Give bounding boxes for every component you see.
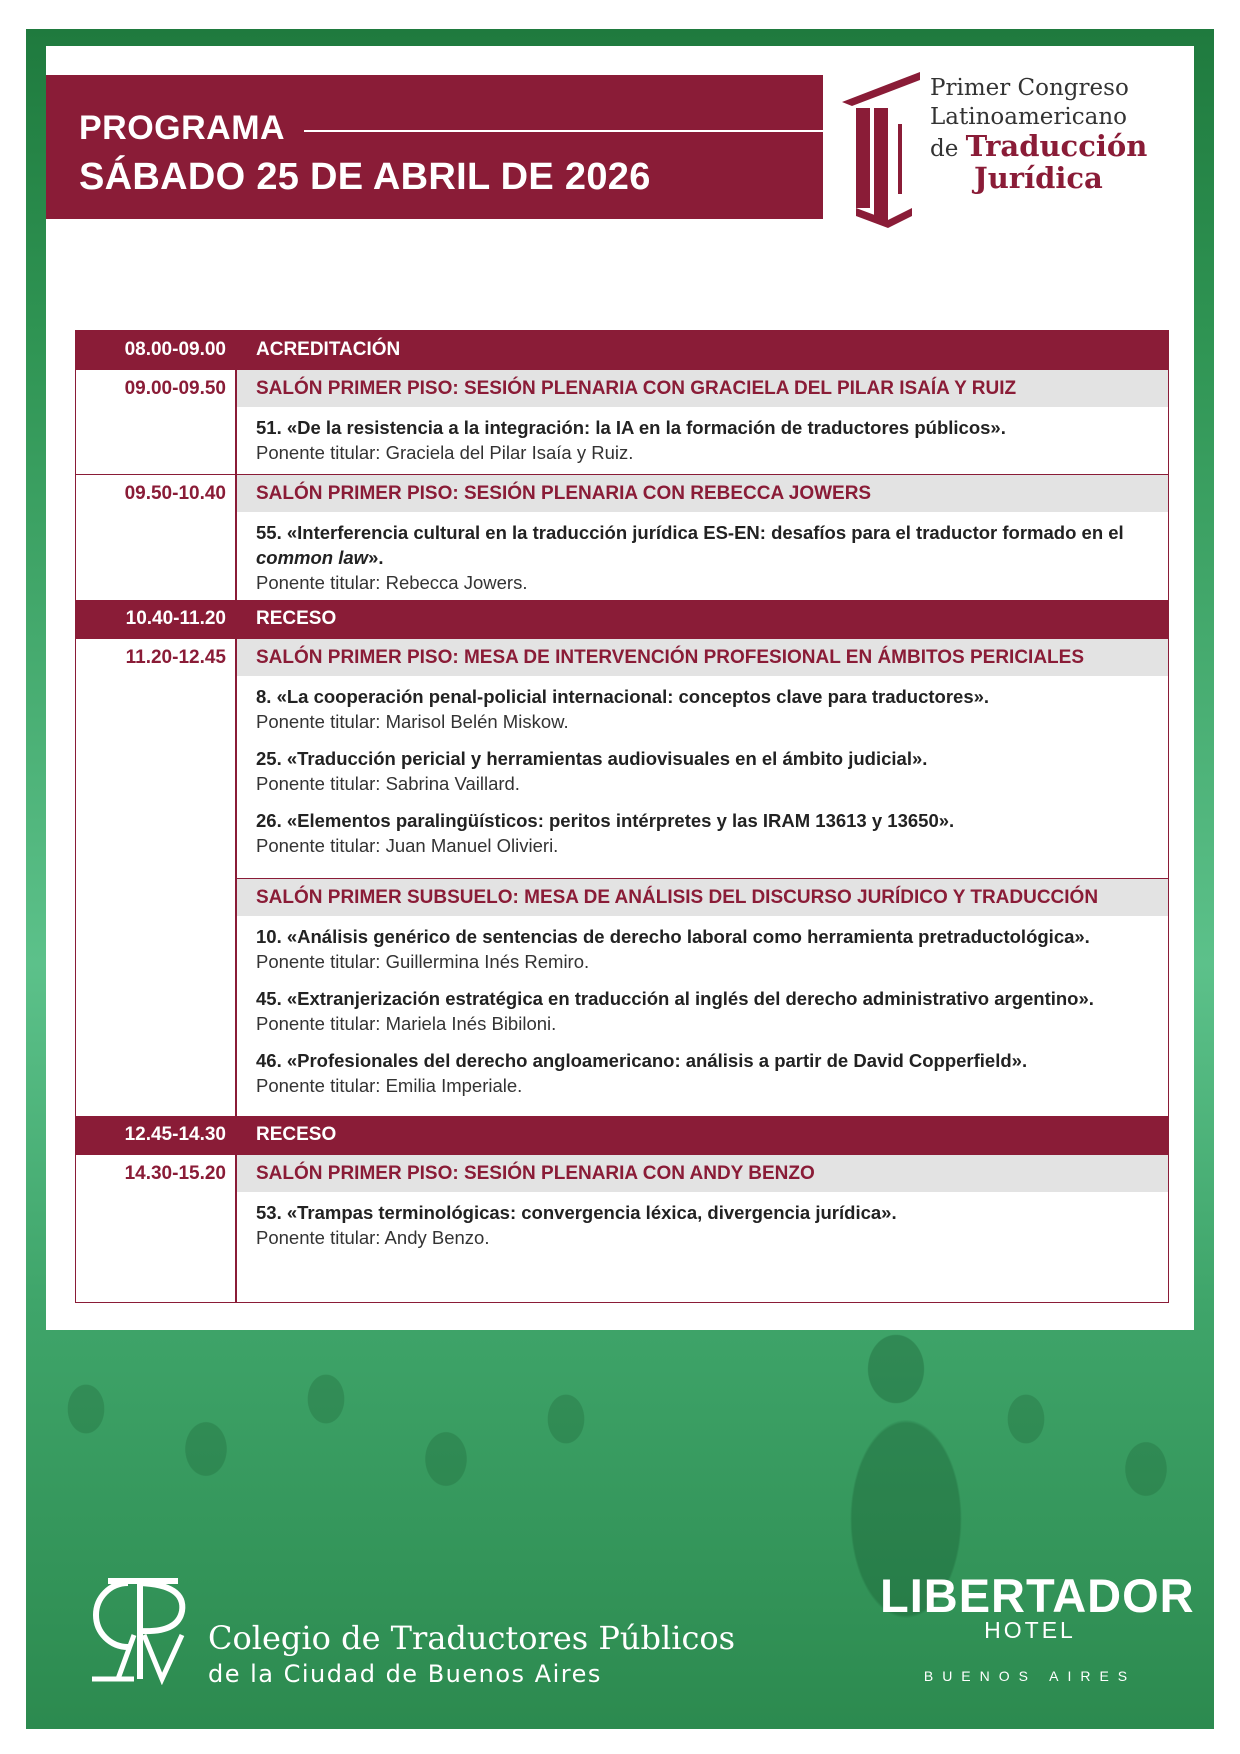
- schedule-row-plenary-benzo: [76, 1154, 1168, 1302]
- schedule-row-plenary-isaia: [76, 369, 1168, 474]
- time-slot: 12.45-14.30: [124, 1124, 226, 1145]
- time-slot: 11.20-12.45: [125, 647, 226, 668]
- talk-item: 26. «Elementos paralingüísticos: peritos intérpretes y las IRAM 13613 y 13650». Ponente titular: Juan Manuel Olivieri.: [256, 810, 955, 856]
- schedule-table: [75, 330, 1169, 1303]
- program-heading: PROGRAMA: [79, 109, 286, 147]
- time-slot: 10.40-11.20: [125, 608, 226, 629]
- schedule-row-accreditation: [76, 331, 1168, 369]
- session-header: SALÓN PRIMER SUBSUELO: MESA DE ANÁLISIS DEL DISCURSO JURÍDICO Y TRADUCCIÓN: [237, 879, 1168, 916]
- session-header: SALÓN PRIMER PISO: SESIÓN PLENARIA CON REBECCA JOWERS: [237, 475, 1168, 512]
- congress-line-3b: Traducción: [965, 129, 1148, 163]
- congress-line-1: Primer Congreso: [930, 75, 1129, 101]
- time-slot: 09.00-09.50: [124, 378, 226, 399]
- talk-item: 8. «La cooperación penal-policial internacional: conceptos clave para traductores». Ponente titular: Marisol Belén Miskow.: [256, 686, 990, 732]
- colegio-city: de la Ciudad de Buenos Aires: [208, 1660, 602, 1688]
- talk-item: 55. «Interferencia cultural en la traducción jurídica ES-EN: desafíos para el traductor formado en el common law». Ponente titular: Rebecca Jowers.: [256, 522, 1124, 593]
- congress-line-4: Jurídica: [974, 161, 1103, 195]
- talk-item: 25. «Traducción pericial y herramientas audiovisuales en el ámbito judicial». Ponente titular: Sabrina Vaillard.: [256, 748, 928, 794]
- program-date: SÁBADO 25 DE ABRIL DE 2026: [79, 156, 651, 198]
- session-header: SALÓN PRIMER PISO: SESIÓN PLENARIA CON ANDY BENZO: [237, 1155, 1168, 1192]
- talk-item: 53. «Trampas terminológicas: convergencia léxica, divergencia jurídica». Ponente titular: Andy Benzo.: [256, 1202, 897, 1248]
- congress-name: [930, 74, 1147, 193]
- congress-column-logo: [842, 72, 932, 232]
- libertador-hotel-logo: [880, 1568, 1195, 1684]
- schedule-row-plenary-jowers: [76, 474, 1168, 600]
- time-slot: 08.00-09.00: [124, 339, 226, 360]
- hotel-name: LIBERTADOR: [880, 1569, 1195, 1622]
- schedule-row-break-2: [76, 1116, 1168, 1154]
- schedule-row-parallel-sessions: [76, 638, 1168, 1116]
- talk-item: 10. «Análisis genérico de sentencias de derecho laboral como herramienta pretraductológica». Ponente titular: Guillermina Inés Remiro.: [256, 926, 1090, 972]
- row-label: RECESO: [256, 608, 337, 629]
- colegio-name: Colegio de Traductores Públicos: [208, 1619, 736, 1657]
- ctpba-monogram-icon: [78, 1575, 196, 1685]
- talk-item: 51. «De la resistencia a la integración: la IA en la formación de traductores públicos». Ponente titular: Graciela del Pilar Isaía y Ruiz.: [256, 417, 1006, 463]
- hotel-word: HOTEL: [984, 1617, 1076, 1643]
- session-header: SALÓN PRIMER PISO: SESIÓN PLENARIA CON GRACIELA DEL PILAR ISAÍA Y RUIZ: [237, 370, 1168, 407]
- hotel-city: BUENOS AIRES: [923, 1668, 1137, 1684]
- time-slot: 14.30-15.20: [124, 1163, 226, 1184]
- schedule-row-break-1: [76, 600, 1168, 638]
- banner-rule: [304, 130, 823, 132]
- row-label: ACREDITACIÓN: [256, 339, 401, 360]
- congress-line-3a: de: [930, 136, 966, 162]
- title-banner: [46, 75, 823, 219]
- congress-line-2: Latinoamericano: [930, 104, 1127, 130]
- time-slot: 09.50-10.40: [124, 483, 226, 504]
- session-header: SALÓN PRIMER PISO: MESA DE INTERVENCIÓN PROFESIONAL EN ÁMBITOS PERICIALES: [237, 639, 1168, 676]
- talk-item: 46. «Profesionales del derecho angloamericano: análisis a partir de David Copperfield». Ponente titular: Emilia Imperiale.: [256, 1050, 1028, 1096]
- row-label: RECESO: [256, 1124, 337, 1145]
- talk-item: 45. «Extranjerización estratégica en traducción al inglés del derecho administrativo argentino». Ponente titular: Mariela Inés Bibiloni.: [256, 988, 1094, 1034]
